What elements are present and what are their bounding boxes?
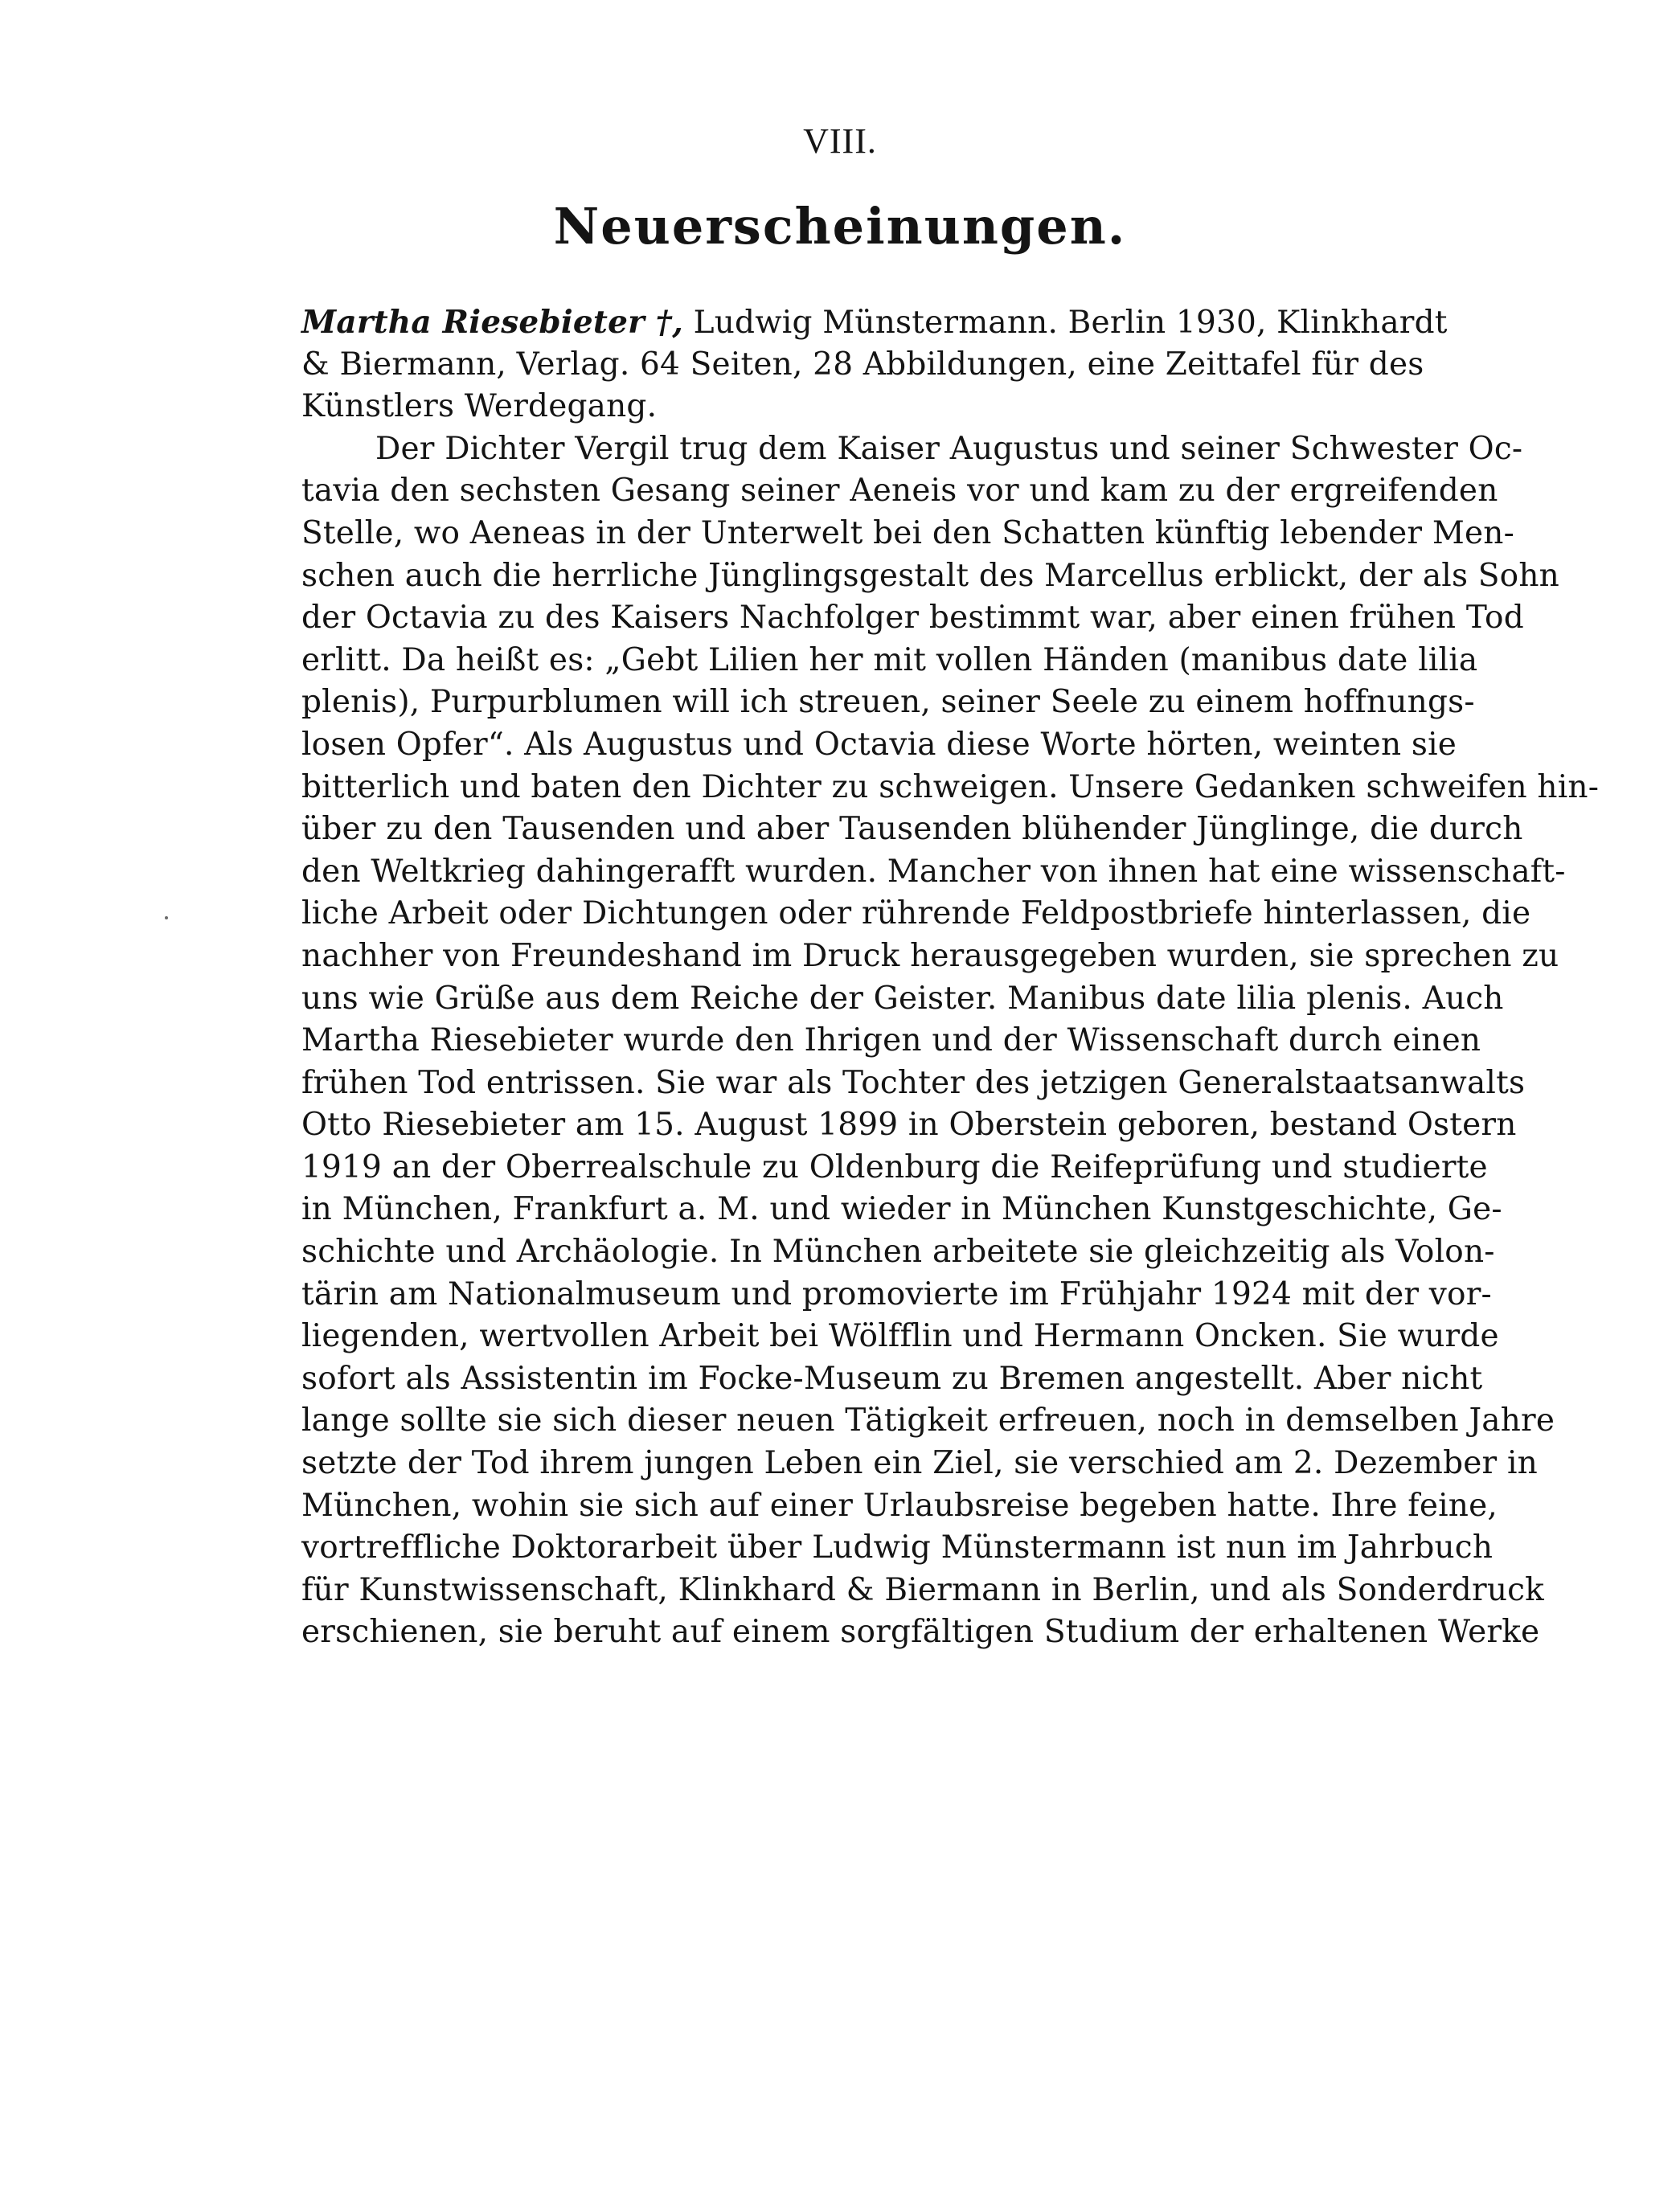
paragraph-line: den Weltkrieg dahingerafft wurden. Mancher von ihnen hat eine wissenschaft- — [301, 853, 1566, 890]
paragraph-line: liegenden, wertvollen Arbeit bei Wölfflin und Hermann Oncken. Sie wurde — [301, 1318, 1499, 1355]
paragraph-line: für Kunstwissenschaft, Klinkhard & Biermann in Berlin, und als Sonderdruck — [301, 1571, 1545, 1608]
paragraph-line: uns wie Grüße aus dem Reiche der Geister. Manibus date lilia plenis. Auch — [301, 980, 1504, 1017]
entry-line-3: Künstlers Werdegang. — [301, 388, 658, 425]
entry-author: Martha Riesebieter †, — [301, 304, 684, 341]
paragraph-line: liche Arbeit oder Dichtungen oder rührende Feldpostbriefe hinterlassen, die — [301, 895, 1531, 932]
paragraph-line: erschienen, sie beruht auf einem sorgfältigen Studium der erhaltenen Werke — [301, 1614, 1540, 1651]
paragraph-line: in München, Frankfurt a. M. und wieder in München Kunstgeschichte, Ge- — [301, 1191, 1502, 1228]
paragraph-line: über zu den Tausenden und aber Tausenden blühender Jünglinge, die durch — [301, 811, 1523, 848]
paragraph-line: München, wohin sie sich auf einer Urlaubsreise begeben hatte. Ihre feine, — [301, 1487, 1498, 1524]
paragraph-line: losen Opfer“. Als Augustus und Octavia diese Worte hörten, weinten sie — [301, 726, 1457, 763]
paragraph-line: schichte und Archäologie. In München arbeitete sie gleichzeitig als Volon- — [301, 1234, 1495, 1271]
paragraph-line: tavia den sechsten Gesang seiner Aeneis vor und kam zu der ergreifenden — [301, 473, 1498, 510]
paragraph-line: Der Dichter Vergil trug dem Kaiser Augustus und seiner Schwester Oc- — [375, 430, 1523, 467]
paragraph-line: erlitt. Da heißt es: „Gebt Lilien her mit vollen Händen (manibus date lilia — [301, 641, 1478, 678]
paragraph-line: setzte der Tod ihrem jungen Leben ein Ziel, sie verschied am 2. Dezember in — [301, 1445, 1538, 1482]
paragraph-line: vortreffliche Doktorarbeit über Ludwig Münstermann ist nun im Jahrbuch — [301, 1529, 1494, 1566]
paragraph-line: frühen Tod entrissen. Sie war als Tochter des jetzigen Generalstaatsanwalts — [301, 1064, 1526, 1101]
paragraph-line: plenis), Purpurblumen will ich streuen, seiner Seele zu einem hoffnungs- — [301, 684, 1475, 721]
paragraph-line: Martha Riesebieter wurde den Ihrigen und der Wissenschaft durch einen — [301, 1022, 1481, 1059]
paragraph-line: lange sollte sie sich dieser neuen Tätigkeit erfreuen, noch in demselben Jahre — [301, 1402, 1555, 1439]
paragraph-line: 1919 an der Oberrealschule zu Oldenburg die Reifeprüfung und studierte — [301, 1148, 1488, 1185]
paragraph-line: der Octavia zu des Kaisers Nachfolger bestimmt war, aber einen frühen Tod — [301, 600, 1524, 637]
entry-line-1 — [301, 301, 1448, 344]
scan-speck — [165, 916, 168, 919]
section-number: VIII. — [803, 121, 877, 161]
paragraph-line: schen auch die herrliche Jünglingsgestalt des Marcellus erblickt, der als Sohn — [301, 557, 1559, 594]
entry-title-text: Ludwig Münstermann. Berlin 1930, Klinkhardt — [683, 305, 1448, 341]
entry-line-2: & Biermann, Verlag. 64 Seiten, 28 Abbildungen, eine Zeittafel für des — [301, 346, 1424, 383]
paragraph-line: tärin am Nationalmuseum und promovierte im Frühjahr 1924 mit der vor- — [301, 1275, 1492, 1312]
paragraph-line: Otto Riesebieter am 15. August 1899 in Oberstein geboren, bestand Ostern — [301, 1107, 1517, 1144]
paragraph-line: nachher von Freundeshand im Druck herausgegeben wurden, sie sprechen zu — [301, 937, 1559, 974]
paragraph-line: sofort als Assistentin im Focke-Museum zu Bremen angestellt. Aber nicht — [301, 1360, 1483, 1397]
paragraph-line: bitterlich und baten den Dichter zu schweigen. Unsere Gedanken schweifen hin- — [301, 768, 1600, 805]
page-title: Neuerscheinungen. — [553, 197, 1127, 256]
paragraph-line: Stelle, wo Aeneas in der Unterwelt bei den Schatten künftig lebender Men- — [301, 514, 1514, 551]
text-column — [301, 301, 1600, 1654]
